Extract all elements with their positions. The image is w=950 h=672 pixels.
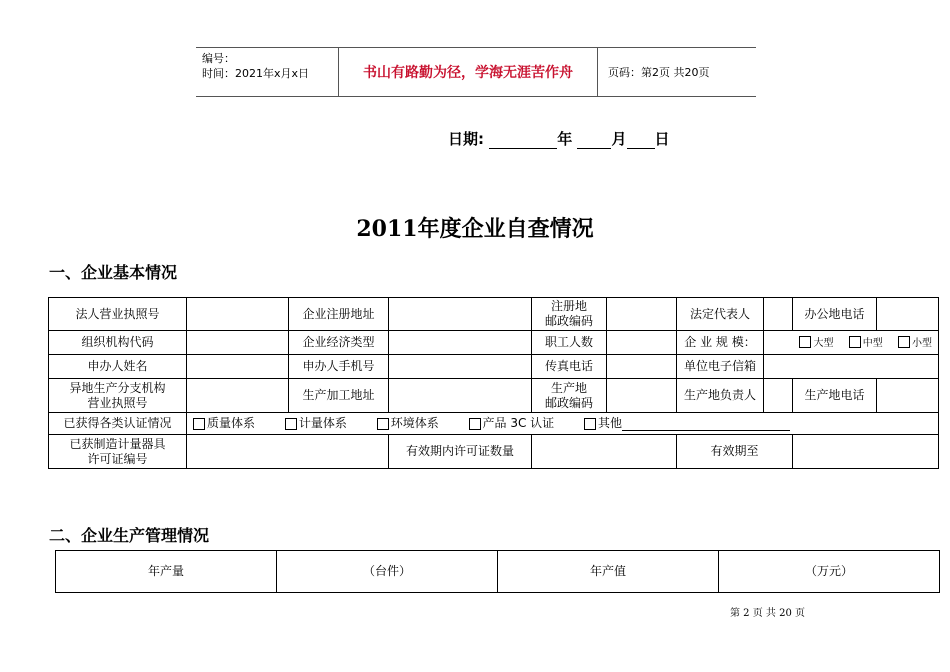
field-legal-rep[interactable] (764, 298, 793, 331)
cert-option-3c[interactable]: 产品 3C 认证 (469, 416, 555, 431)
label-valid-until: 有效期至 (677, 435, 793, 469)
field-registered-address[interactable] (389, 298, 532, 331)
label-legal-rep: 法定代表人 (677, 298, 764, 331)
checkbox-large[interactable] (799, 336, 811, 348)
date-line (448, 128, 670, 149)
field-business-license[interactable] (187, 298, 289, 331)
label-business-license: 法人营业执照号 (49, 298, 187, 331)
label-economic-type: 企业经济类型 (289, 331, 389, 355)
field-other-cert[interactable] (622, 419, 790, 431)
checkbox-quality[interactable] (193, 418, 205, 430)
field-branch-license[interactable] (187, 379, 289, 413)
label-branch-license: 异地生产分支机构 营业执照号 (49, 379, 187, 413)
checkbox-small[interactable] (898, 336, 910, 348)
field-production-address[interactable] (389, 379, 532, 413)
field-registered-postcode[interactable] (607, 298, 677, 331)
checkbox-medium[interactable] (849, 336, 861, 348)
header-motto: 书山有路勤为径，学海无涯苦作舟 (338, 48, 598, 96)
table-row (49, 413, 939, 435)
field-employee-count[interactable] (607, 331, 677, 355)
field-valid-license-count[interactable] (532, 435, 677, 469)
date-label: 日期: (448, 130, 484, 148)
field-office-phone[interactable] (877, 298, 939, 331)
field-production-manager[interactable] (764, 379, 793, 413)
date-year-blank[interactable] (489, 135, 557, 149)
label-annual-output: 年产量 (56, 551, 277, 593)
label-production-address: 生产加工地址 (289, 379, 389, 413)
table-row (56, 551, 940, 593)
checkbox-other[interactable] (584, 418, 596, 430)
cert-option-quality[interactable]: 质量体系 (193, 416, 255, 431)
label-applicant-name: 申办人姓名 (49, 355, 187, 379)
table-row (49, 379, 939, 413)
date-month-label: 月 (611, 130, 627, 148)
table-row (49, 298, 939, 331)
label-production-manager: 生产地负责人 (677, 379, 764, 413)
scale-option-medium[interactable]: 中型 (849, 335, 883, 349)
label-org-code: 组织机构代码 (49, 331, 187, 355)
field-email[interactable] (764, 355, 939, 379)
label-office-phone: 办公地电话 (793, 298, 877, 331)
date-year-label: 年 (557, 130, 573, 148)
cert-option-other[interactable]: 其他 (584, 416, 790, 431)
label-production-phone: 生产地电话 (793, 379, 877, 413)
production-table (55, 550, 940, 593)
field-annual-value-unit[interactable]: （万元） (719, 551, 940, 593)
date-month-blank[interactable] (577, 135, 611, 149)
table-row (49, 435, 939, 469)
field-applicant-mobile[interactable] (389, 355, 532, 379)
page-header (196, 47, 756, 97)
date-day-label: 日 (654, 130, 670, 148)
scale-option-large[interactable]: 大型 (799, 335, 833, 349)
label-annual-value: 年产值 (498, 551, 719, 593)
header-meta (202, 51, 309, 81)
label-production-postcode: 生产地 邮政编码 (532, 379, 607, 413)
field-production-phone[interactable] (877, 379, 939, 413)
date-day-blank[interactable] (627, 135, 655, 149)
header-number-label: 编号： (202, 52, 235, 65)
certification-options (187, 413, 939, 435)
label-employee-count: 职工人数 (532, 331, 607, 355)
field-fax[interactable] (607, 355, 677, 379)
label-valid-license-count: 有效期内许可证数量 (389, 435, 532, 469)
scale-option-small[interactable]: 小型 (898, 335, 932, 349)
label-applicant-mobile: 申办人手机号 (289, 355, 389, 379)
header-page-label: 页码：第2页 共20页 (608, 66, 710, 79)
label-fax: 传真电话 (532, 355, 607, 379)
table-row (49, 331, 939, 355)
field-org-code[interactable] (187, 331, 289, 355)
field-production-postcode[interactable] (607, 379, 677, 413)
header-time-label: 时间：2021年x月x日 (202, 67, 310, 80)
checkbox-environment[interactable] (377, 418, 389, 430)
label-metrology-license: 已获制造计量器具 许可证编号 (49, 435, 187, 469)
scale-options (764, 331, 939, 355)
page-footer: 第 2 页 共 20 页 (730, 608, 805, 619)
page-title: 2011年度企业自查情况 (356, 216, 594, 242)
section2-title: 二、企业生产管理情况 (49, 526, 210, 545)
section1-title: 一、企业基本情况 (49, 263, 178, 282)
field-metrology-license[interactable] (187, 435, 389, 469)
basic-info-table (48, 297, 939, 469)
field-applicant-name[interactable] (187, 355, 289, 379)
field-economic-type[interactable] (389, 331, 532, 355)
label-email: 单位电子信箱 (677, 355, 764, 379)
label-registered-address: 企业注册地址 (289, 298, 389, 331)
label-enterprise-scale: 企 业 规 模： (677, 331, 764, 355)
field-valid-until[interactable] (793, 435, 939, 469)
cert-option-metrology[interactable]: 计量体系 (285, 416, 347, 431)
field-annual-output-unit[interactable]: （台件） (277, 551, 498, 593)
checkbox-3c[interactable] (469, 418, 481, 430)
label-registered-postcode: 注册地 邮政编码 (532, 298, 607, 331)
table-row (49, 355, 939, 379)
cert-option-environment[interactable]: 环境体系 (377, 416, 439, 431)
checkbox-metrology[interactable] (285, 418, 297, 430)
label-certifications: 已获得各类认证情况 (49, 413, 187, 435)
